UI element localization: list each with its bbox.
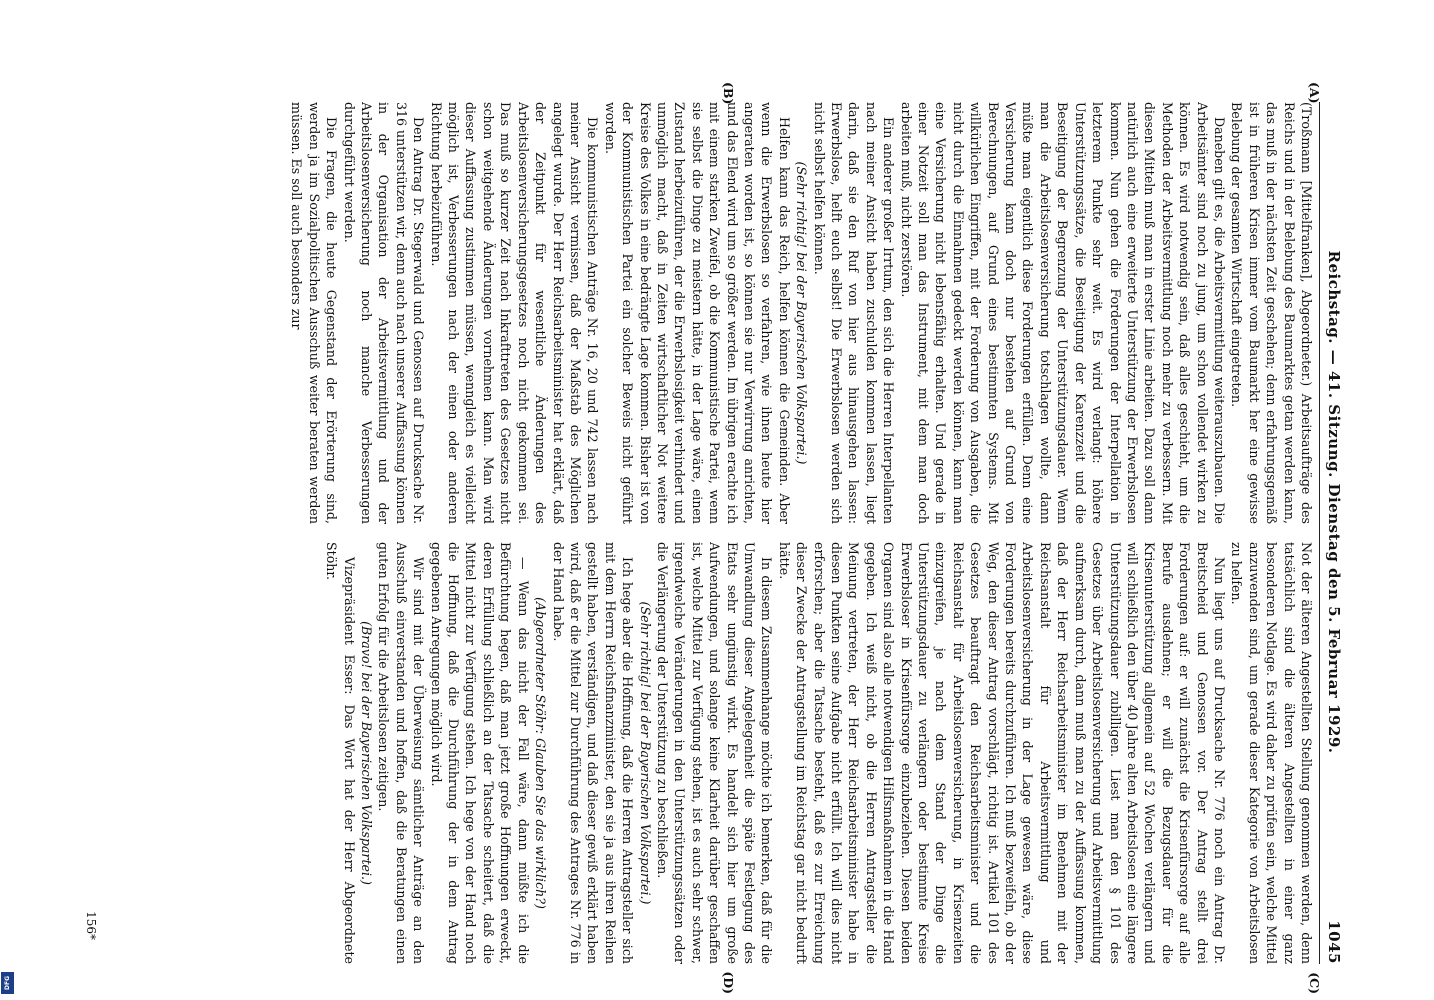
page-number: 1045	[1325, 920, 1343, 964]
text-columns	[125, 102, 1315, 964]
margin-marker-d: (D)	[721, 971, 736, 994]
right-paragraph-6: Wir sind mit der Überweisung sämtlicher Anträge an den Ausschuß einverstanden und hoffen, daß die Beratungen einen guten Erfolg für die Arbeitslosen zeitigen.	[376, 542, 427, 964]
dfg-logo: DFG	[1, 972, 14, 994]
page-footnote: 156*	[84, 911, 98, 940]
left-interjection-1: (Sehr richtig! bei der Bayerischen Volkspartei.)	[794, 161, 810, 465]
margin-marker-a: (A)	[1307, 82, 1322, 104]
digitization-credit-text	[0, 590, 1, 966]
right-column	[125, 542, 1315, 964]
margin-marker-c: (C)	[1307, 972, 1322, 994]
left-paragraph-4: Helfen kann das Reich, helfen können die Gemeinden. Aber wenn die Erwerbslosen so verfahren, wie ihnen heute hier angeraten worden ist, so können sie nur Verwirrung anrichten, und das Elend wird um so größer werden. Im übrigen erachte ich mit einem starken Zweifel, ob die Kommunistische Partei, wenn sie selbst die Dinge zu meistern hätte, in der Lage wäre, einen Zustand herbeizuführen, der die Erwerbslosigkeit verhindert und unmöglich macht, daß in Zeiten wirtschaftlicher Not weitere Kreise des Volkes in eine bedrängte Lage kommen. Bisher ist von der Kommunistischen Partei ein solcher Beweis nicht geführt worden.	[602, 102, 792, 524]
left-paragraph-7: Die Fragen, die heute Gegenstand der Erörterung sind, werden ja im Sozialpolitischen Ausschuß weiter beraten werden müssen. Es soll auch besonders zur	[289, 102, 340, 524]
left-column	[125, 102, 1315, 524]
right-paragraph-4: Ich hege aber die Hoffnung, daß die Herren Antragsteller sich mit dem Herrn Reichsfinanzminister, den sie ja aus ihren Reihen gestellt haben, verständigen, und daß dieser gewiß erklärt haben wird, daß er die Mittel zur Durchführung des Antrages Nr. 776 in der Hand habe.	[550, 542, 636, 964]
left-paragraph-6: Den Antrag Dr. Stegerwald und Genossen auf Drucksache Nr. 316 unterstützen wir, denn auch nach unserer Auffassung können in der Organisation der Arbeitsvermittlung und der Arbeitslosenversicherung noch manche Verbesserungen durchgeführt werden.	[341, 102, 427, 524]
right-paragraph-5: — Wenn das nicht der Fall wäre, dann müßte ich die Befürchtung hegen, daß man jetzt große Hoffnungen erweckt, deren Erfüllung schließlich an der Tatsache scheitert, daß die Mittel nicht zur Verfügung stehen. Ich hege von der Hand noch die Hoffnung, daß die Durchführung der in dem Antrag gegebenen Anregungen möglich wird.	[428, 542, 531, 964]
margin-marker-b: (B)	[721, 82, 736, 105]
right-interjection-2: (Abgeordneter Stöhr: Glauben Sie das wirklich?)	[533, 597, 549, 909]
right-paragraph-2: Nun liegt uns auf Drucksache Nr. 776 noch ein Antrag Dr. Breitscheid und Genossen vor. Der Antrag stellt drei Forderungen auf: er will zunächst die Krisenfürsorge auf alle Berufe ausdehnen; er will die Bezugsdauer für die Krisenunterstützung allgemein auf 52 Wochen verlängern und will schließlich den über 40 Jahre alten Arbeitslosen eine längere Unterstützungsdauer zubilligen. Liest man den § 101 des Gesetzes über Arbeitslosenversicherung und Arbeitsvermittlung aufmerksam durch, dann muß man zu der Auffassung kommen, daß der Herr Reichsarbeitsminister im Benehmen mit der Reichsanstalt für Arbeitsvermittlung und Arbeitslosenversicherung in der Lage gewesen wäre, diese Forderungen bereits durchzuführen. Ich muß bezweifeln, ob der Weg, den dieser Antrag vorschlägt, richtig ist. Artikel 101 des Gesetzes beauftragt den Reichsarbeitsminister und die Reichsanstalt für Arbeitslosenversicherung, in Krisenzeiten einzugreifen, je nach dem Stand der Dinge die Unterstützungsdauer zu verlängern oder bestimmte Kreise Erwerbsloser in Krisenfürsorge einzubeziehen. Diesen beiden Organen sind also alle notwendigen Hilfsmaßnahmen in die Hand gegeben. Ich weiß nicht, ob die Herren Antragsteller die Meinung vertreten, der Herr Reichsarbeitsminister habe in diesen Punkten seine Aufgabe nicht erfüllt. Ich will dies nicht erforschen; aber die Tatsache besteht, daß es zur Erreichung dieser Zwecke der Antragstellung im Reichstag gar nicht bedurft hätte.	[776, 542, 1227, 964]
right-paragraph-1: Not der älteren Angestellten Stellung genommen werden, denn tatsächlich sind die älteren Angestellten in einer ganz besonderen Notlage. Es wird daher zu prüfen sein, welche Mittel anzuwenden sind, um gerade dieser Kategorie von Arbeitslosen zu helfen.	[1229, 542, 1314, 964]
right-interjection-3: (Bravo! bei der Bayerischen Volkspartei.)	[359, 621, 375, 885]
right-paragraph-7: Vizepräsident Esser: Das Wort hat der Herr Abgeordnete Stöhr.	[324, 542, 357, 964]
digitization-sidebar	[0, 0, 16, 1000]
right-paragraph-3: In diesem Zusammenhange möchte ich bemerken, daß für die Umwandlung dieser Angelegenheit die späte Festlegung des Etats sehr ungünstig wirkt. Es handelt sich hier um große Aufwendungen, und solange keine Klarheit darüber geschaffen ist, welche Mittel zur Verfügung stehen, ist es auch sehr schwer, irgendwelche Veränderungen in den Unterstützungssätzen oder die Verlängerung der Unterstützung zu beschließen.	[654, 542, 775, 964]
left-paragraph-3: Ein anderer großer Irrtum, den sich die Herren Interpellanten nach meiner Ansicht haben zuschulden kommen lassen, liegt darin, daß sie den Ruf von hier aus hinausgehen lassen: Erwerbslose, helft euch selbst! Die Erwerbslosen werden sich nicht selbst helfen können.	[811, 102, 897, 524]
rotated-page-content	[72, 0, 1352, 1000]
left-paragraph-2: Daneben gilt es, die Arbeitsvermittlung weiterauszubauen. Die Arbeitsämter sind noch zu jung, um schon vollendet wirken zu können. Es wird notwendig sein, daß alles geschieht, um die Methoden der Arbeitsvermittlung noch mehr zu verbessern. Mit diesen Mitteln muß man in erster Linie arbeiten. Dazu soll dann natürlich auch eine erweiterte Unterstützung der Erwerbslosen kommen. Nun gehen die Forderungen der Interpellation in letzterem Punkte sehr weit. Es wird verlangt: höhere Unterstützungssätze, die Beseitigung der Karenzzeit und die Beseitigung der Begrenzung der Unterstützungsdauer. Wenn man die Arbeitslosenversicherung totschlagen wollte, dann müßte man eigentlich diese Forderungen erfüllen. Denn eine Versicherung kann doch nur bestehen auf Grund von Berechnungen, auf Grund eines bestimmten Systems. Mit willkürlichen Eingriffen, mit der Forderung von Ausgaben, die nicht durch die Einnahmen gedeckt werden können, kann man eine Versicherung nicht lebensfähig erhalten. Und gerade in einer Notzeit soll man das Instrument, mit dem man doch arbeiten muß, nicht zerstören.	[898, 102, 1227, 524]
left-paragraph-1: (Troßmann [Mittelfranken], Abgeordneter.) Arbeitsaufträge des Reichs und in der Belebung des Baumarktes getan werden kann, das muß in der nächsten Zeit geschehen; denn erfahrungsgemäß ist in früheren Krisen immer vom Baumarkt her eine gewisse Belebung der gesamten Wirtschaft eingetreten.	[1229, 102, 1314, 524]
page-header	[1320, 102, 1346, 964]
right-interjection-1: (Sehr richtig! bei der Bayerischen Volkspartei.)	[637, 601, 653, 905]
left-paragraph-5: Die kommunistischen Anträge Nr. 16, 20 und 742 lassen nach meiner Ansicht vermissen, daß der Maßstab des Möglichen angelegt wurde. Der Herr Reichsarbeitsminister hat erklärt, daß der Zeitpunkt für wesentliche Änderungen des Arbeitslosenversicherungsgesetzes noch nicht gekommen sei. Das muß so kurzer Zeit nach Inkrafttreten des Gesetzes nicht schon weitgehende Änderungen vornehmen kann. Man wird dieser Auffassung zustimmen müssen, wenngleich es vielleicht möglich ist, Verbesserungen nach der einen oder anderen Richtung herbeizuführen.	[428, 102, 601, 524]
page-title: Reichstag. — 41. Sitzung. Dienstag den 5. Februar 1929.	[1325, 250, 1343, 754]
